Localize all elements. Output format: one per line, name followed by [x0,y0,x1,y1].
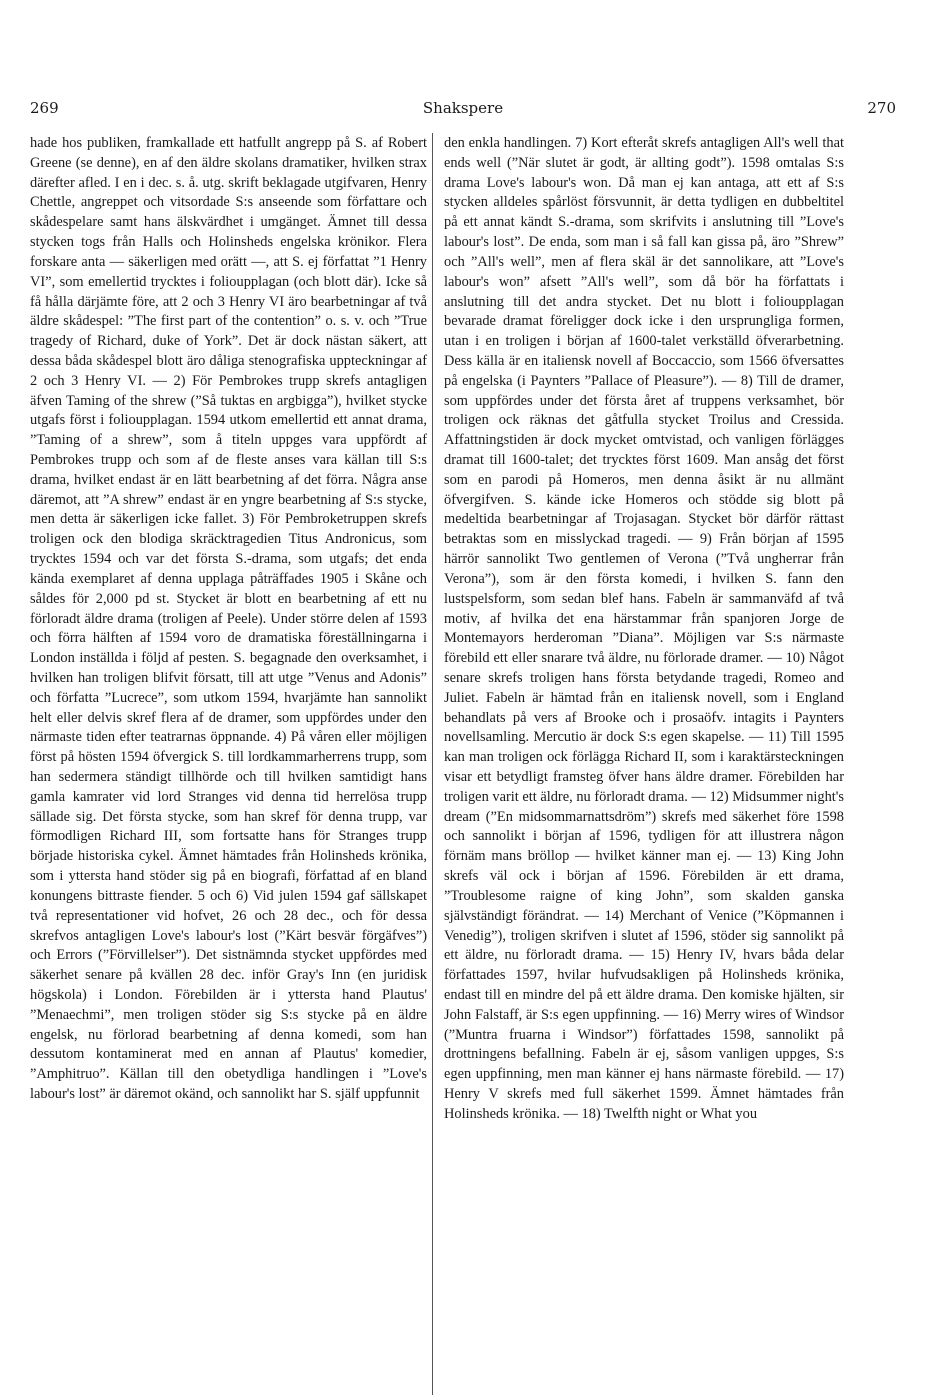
left-column-text [30,134,427,1384]
right-page-number: 270 [867,99,896,117]
column-divider [432,133,433,1395]
right-column-text [444,134,844,1384]
right-column-paragraph: den enkla handlingen. 7) Kort efteråt skrefs antagligen All's well that ends well (”När slutet är godt, är allting godt”). 1598 omtalas S:s drama Love's labour's won. Då man ej kan antaga, att ett af S:s stycken alldeles spårlöst försvunnit, är detta tydligen en dubbeltitel på ett annat kändt S.-drama, som skrifvits i anslutning till ”Love's labour's lost”. De enda, som man i så fall kan gissa på, äro ”Shrew” och ”All's well”, men af flera skäl är det sannolikare, att ”Love's labour's won” afsett ”All's well”, som då bör ha författats i anslutning till det andra stycket. Det nu blott i folioupplagan bevarade dramat föreligger dock icke i den ursprungliga formen, utan i en troligen i början af 1600-talet verkställd öfverarbetning. Dess källa är en italiensk novell af Boccaccio, som 1566 öfversattes på engelska (i Paynters ”Pallace of Pleasure”). — 8) Till de dramer, som uppfördes under det första året af truppens verksamhet, bör troligen ock räknas det gåtfulla stycket Troilus and Cressida. Affattningstiden är dock mycket omtvistad, och vanligen förlägges dramat till 1600-talet; det trycktes först 1609. Man ansåg det först som en parodi på Homeros, men denna åsikt är nu allmänt öfvergifven. S. kände icke Homeros och stödde sig blott på medeltida bearbetningar af Trojasagan. Stycket bör därför rättast betraktas som en misslyckad tragedi. — 9) Från början af 1595 härrör sannolikt Two gentlemen of Verona (”Två ungherrar från Verona”), som är den första komedi, i hvilken S. fann den lustspelsform, som sedan blef hans. Fabeln är sammanväfd af två motiv, af hvilka det ena härstammar från spanjoren Jorge de Montemayors herderoman ”Diana”. Möjligen var S:s närmaste förebild ett eller snarare två äldre, nu förlorade dramer. — 10) Något senare skrefs troligen hans första betydande tragedi, Romeo and Juliet. Fabeln är hämtad från en italiensk novell, som i England behandlats på vers af Brooke och i prosaöfv. intagits i Paynters novellsamling. Mercutio är dock S:s egen skapelse. — 11) Till 1595 kan man troligen ock förlägga Richard II, som i karaktärsteckningen visar ett betydligt framsteg öfver hans äldre dramer. Förebilden har troligen varit ett äldre, nu förloradt drama. — 12) Midsummer night's dream (”En midsommarnattsdröm”) skrefs med säkerhet före 1598 och sannolikt i början af 1596, tydligen för att illustrera någon förnäm mans bröllop — hvilket känner man ej. — 13) King John skrefs väl ock i början af 1596. Förebilden är ett drama, ”Troublesome raigne of king John”, som skalden ganska självständigt förändrat. — 14) Merchant of Venice (”Köpmannen i Venedig”), troligen skrifven i slutet af 1596, stöder sig sannolikt på ett äldre, nu förloradt drama. — 15) Henry IV, hvars båda delar författades 1597, hvilar hufvudsakligen på Holinsheds krönika, endast till en mindre del på ett äldre drama. Den komiske hjälten, sir John Falstaff, är S:s egen uppfinning. — 16) Merry wires of Windsor (”Muntra fruarna i Windsor”) författades 1598, sannolikt på drottningens befallning. Fabeln är ej, såsom vanligen uppges, S:s egen uppfinning, men man känner ej hans närmaste förebild. — 17) Henry V skrefs med full säkerhet 1599. Ämnet hämtades från Holinsheds krönika. — 18) Twelfth night or What you [444,135,844,1122]
left-page-number: 269 [30,99,59,117]
page-header [30,99,896,123]
running-title: Shakspere [422,99,504,117]
left-column-paragraph: hade hos publiken, framkallade ett hatfullt angrepp på S. af Robert Greene (se denne), en af den äldre skolans dramatiker, hvilken strax därefter afled. I en i dec. s. å. utg. skrift beklagade utgifvaren, Henry Chettle, angreppet och vitsordade S:s anseende som författare och skådespelare samt hans älskvärdhet i umgänget. Ämnet till dessa stycken togs från Halls och Holinsheds engelska krönikor. Flera forskare anta — säkerligen med orätt —, att S. ej författat ”1 Henry VI”, som emellertid trycktes i folioupplagan (och blott där). Icke så få hålla därjämte före, att 2 och 3 Henry VI äro bearbetningar af två äldre skådespel: ”The first part of the contention” o. s. v. och ”True tragedy of Richard, duke of York”. Det är dock nästan säkert, att dessa båda skådespel blott äro dåliga stenografiska uppteckningar af 2 och 3 Henry VI. — 2) För Pembrokes trupp skrefs antagligen äfven Taming of the shrew (”Så tuktas en argbigga”), hvilket stycke utgafs först i folioupplagan. 1594 utkom emellertid ett annat drama, ”Taming of a shrew”, som å titeln uppges vara uppfördt af Pembrokes trupp och som af de fleste anses vara källan till S:s drama, hvilket endast är en lätt bearbetning af det förra. Några anse däremot, att ”A shrew” endast är en yngre bearbetning af S:s stycke, men detta är säkerligen icke fallet. 3) För Pembroketruppen skrefs troligen ock den blodiga skräcktragedien Titus Andronicus, som trycktes 1594 och var det första S.-drama, som utgafs; det enda kända exemplaret af denna upplaga påträffades 1905 i Skåne och såldes för 2,000 pd st. Stycket är blott en bearbetning af ett nu förloradt äldre drama (troligen af Peele). Under större delen af 1593 och förra hälften af 1594 voro de dramatiska föreställningarna i London inställda i följd af pesten. S. begagnade den overksamhet, i hvilken han troligen blifvit försatt, till att utge ”Venus and Adonis” och författa ”Lucrece”, som utkom 1594, hvarjämte han sannolikt helt eller delvis skref flera af de dramer, som uppfördes under den närmaste tiden efter teatrarnas öppnande. 4) På våren eller möjligen först på hösten 1594 öfvergick S. till lordkammarherrens trupp, som han sedermera ständigt tillhörde och till hvilken samtidigt hans gamla kamrater vid lord Stranges vid denna tid herrelösa trupp sällade sig. Det första stycke, som han skref för denna trupp, var förmodligen Richard III, som fortsatte hans för Stranges trupp började historiska cykel. Ämnet hämtades från Holinsheds krönika, som i yttersta hand stöder sig på en biografi, författad af en bland konungens bittraste fiender. 5 och 6) Vid julen 1594 gaf sällskapet två representationer vid hofvet, 26 och 28 dec., och för dessa skrefvos antagligen Love's labour's lost (”Kärt besvär förgäfves”) och Errors (”Förvillelser”). Det sistnämnda stycket uppfördes med säkerhet senare på kvällen 28 dec. inför Gray's Inn (en juridisk högskola) i London. Förebilden är i yttersta hand Plautus' ”Menaechmi”, men troligen stöder sig S:s stycke på en äldre engelsk, nu förlorad bearbetning af denna komedi, som han dessutom kontaminerat med en annan af Plautus' komedier, ”Amphitruo”. Källan till den obetydliga handlingen i ”Love's labour's lost” är däremot okänd, och sannolikt har S. själf uppfunnit [30,135,427,1102]
